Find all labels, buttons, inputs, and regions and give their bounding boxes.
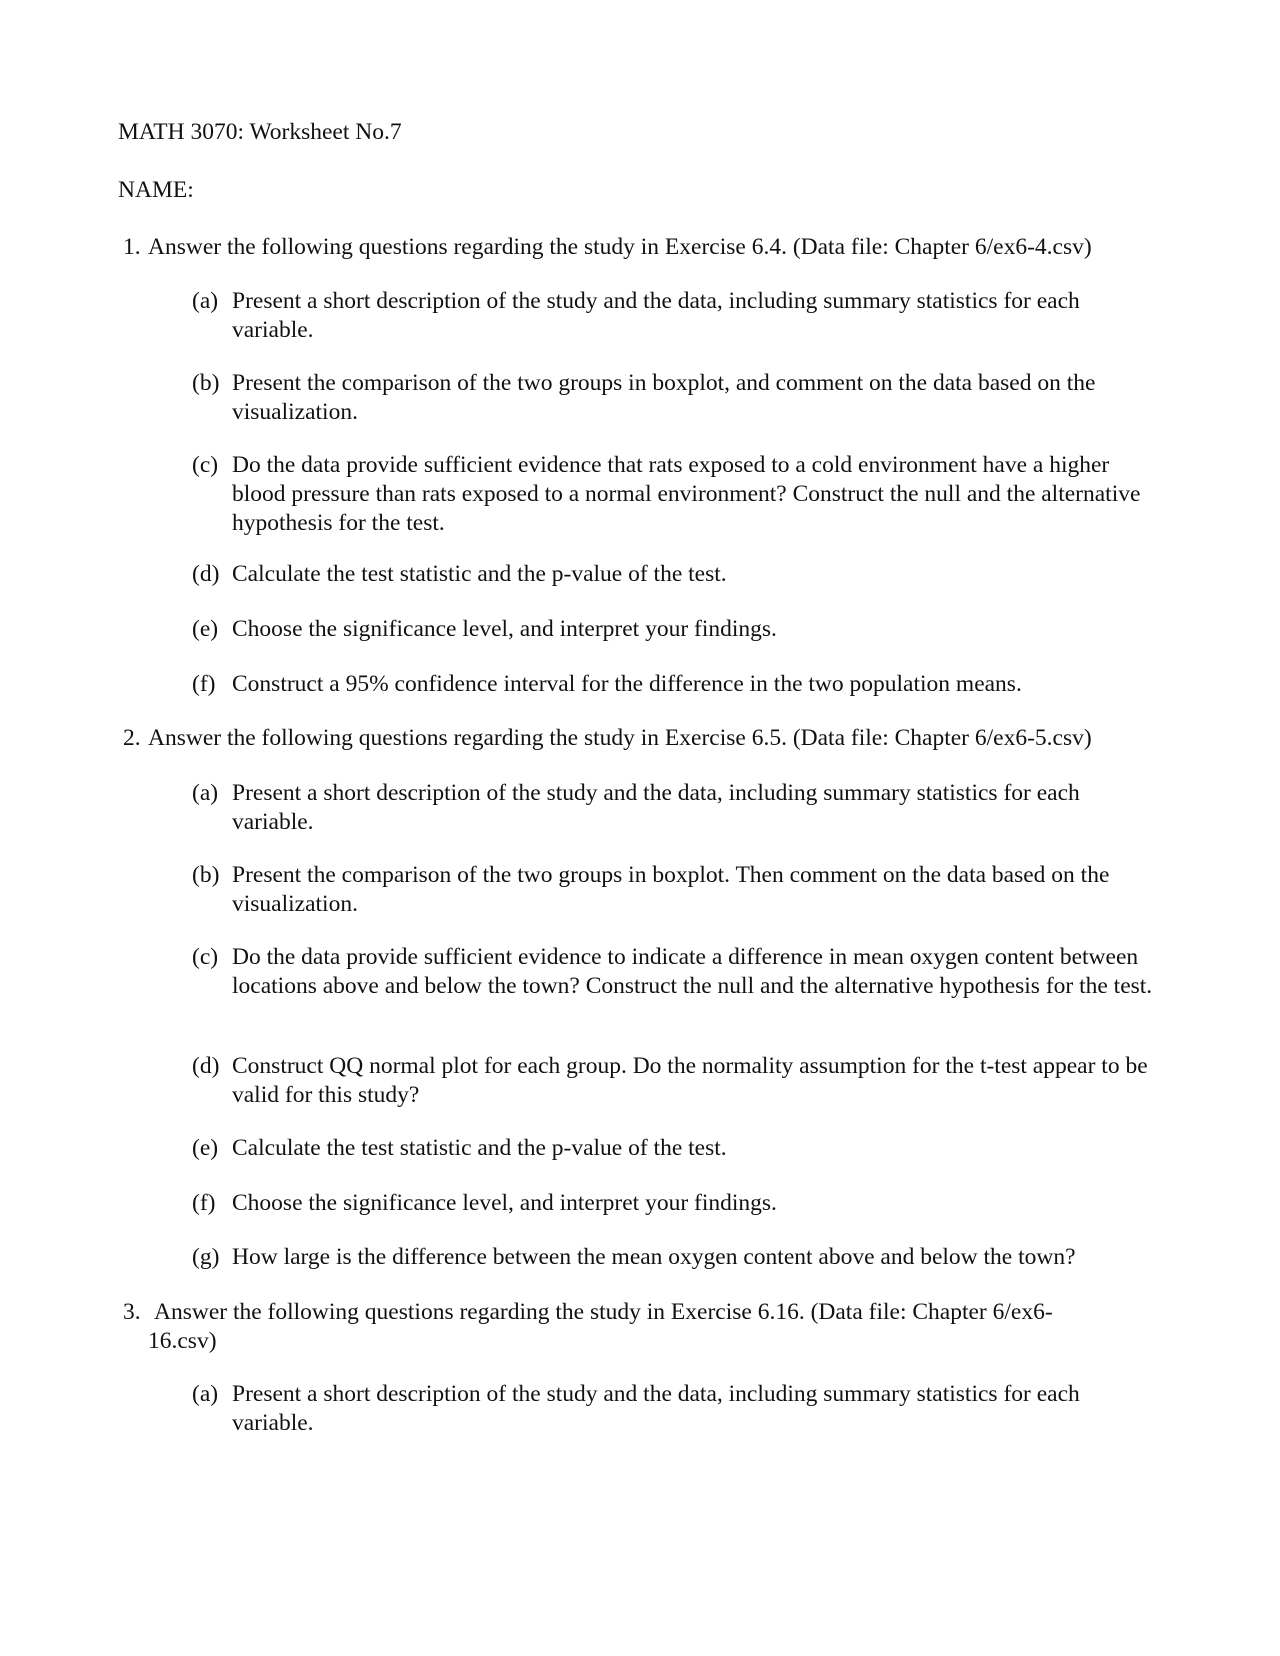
part-text: Present a short description of the study and the data, including summary statistics for each variable. — [232, 288, 1080, 343]
question-number: 3. — [123, 1299, 141, 1325]
part-text: Do the data provide sufficient evidence to indicate a difference in mean oxygen content between locations above and below the town? Construct the null and the alternative hypothesis for the test. — [232, 944, 1153, 999]
question-1-part-d — [192, 560, 1167, 589]
part-label: (a) — [192, 288, 219, 314]
name-label: NAME: — [118, 177, 194, 203]
part-label: (c) — [192, 944, 219, 970]
question-2-part-a — [192, 779, 1167, 837]
question-text-line-2: 16.csv) — [148, 1328, 217, 1354]
question-1-part-a — [192, 287, 1167, 345]
part-text: Present a short description of the study and the data, including summary statistics for each variable. — [232, 780, 1080, 835]
question-1-part-e — [192, 615, 1167, 644]
part-label: (g) — [192, 1244, 220, 1270]
part-text: Do the data provide sufficient evidence that rats exposed to a cold environment have a higher blood pressure than rats exposed to a normal environment? Construct the null and the alternative hypothesis for the test. — [232, 452, 1141, 536]
part-label: (d) — [192, 1053, 220, 1079]
question-2-part-b — [192, 861, 1167, 919]
question-2-part-d — [192, 1052, 1167, 1110]
part-label: (f) — [192, 1190, 216, 1216]
part-text: Construct QQ normal plot for each group. Do the normality assumption for the t-test appear to be valid for this study? — [232, 1053, 1148, 1108]
question-3 — [123, 1298, 1163, 1356]
question-number: 1. — [123, 234, 141, 260]
part-text: Present a short description of the study and the data, including summary statistics for each variable. — [232, 1381, 1080, 1436]
question-1-part-c — [192, 451, 1167, 538]
part-label: (b) — [192, 370, 220, 396]
part-text: Present the comparison of the two groups in boxplot, and comment on the data based on the visualization. — [232, 370, 1096, 425]
part-label: (a) — [192, 1381, 219, 1407]
question-text: Answer the following questions regarding the study in Exercise 6.4. (Data file: Chapter 6/ex6-4.csv) — [148, 234, 1092, 260]
part-label: (a) — [192, 780, 219, 806]
question-2-part-f — [192, 1189, 1167, 1218]
part-text: Calculate the test statistic and the p-value of the test. — [232, 561, 727, 587]
part-label: (c) — [192, 452, 219, 478]
part-label: (f) — [192, 671, 216, 697]
part-text: Choose the significance level, and interpret your findings. — [232, 616, 777, 642]
question-1-part-f — [192, 670, 1167, 699]
part-label: (e) — [192, 1135, 219, 1161]
page-title: MATH 3070: Worksheet No.7 — [118, 119, 402, 145]
question-text-line-1: Answer the following questions regarding the study in Exercise 6.16. (Data file: Chapter 6/ex6- — [154, 1299, 1053, 1325]
question-3-part-a — [192, 1380, 1167, 1438]
question-number: 2. — [123, 725, 141, 751]
part-text: Present the comparison of the two groups in boxplot. Then comment on the data based on the visualization. — [232, 862, 1110, 917]
question-2 — [123, 724, 1163, 753]
question-text: Answer the following questions regarding the study in Exercise 6.5. (Data file: Chapter 6/ex6-5.csv) — [148, 725, 1092, 751]
question-2-part-g — [192, 1243, 1167, 1272]
part-label: (d) — [192, 561, 220, 587]
question-text — [123, 1298, 1163, 1356]
part-label: (e) — [192, 616, 219, 642]
part-text: Calculate the test statistic and the p-value of the test. — [232, 1135, 727, 1161]
part-text: Choose the significance level, and interpret your findings. — [232, 1190, 777, 1216]
question-1-part-b — [192, 369, 1167, 427]
question-1 — [123, 233, 1163, 262]
question-2-part-c — [192, 943, 1167, 1001]
part-label: (b) — [192, 862, 220, 888]
question-2-part-e — [192, 1134, 1167, 1163]
part-text: How large is the difference between the mean oxygen content above and below the town? — [232, 1244, 1076, 1270]
part-text: Construct a 95% confidence interval for the difference in the two population means. — [232, 671, 1022, 697]
